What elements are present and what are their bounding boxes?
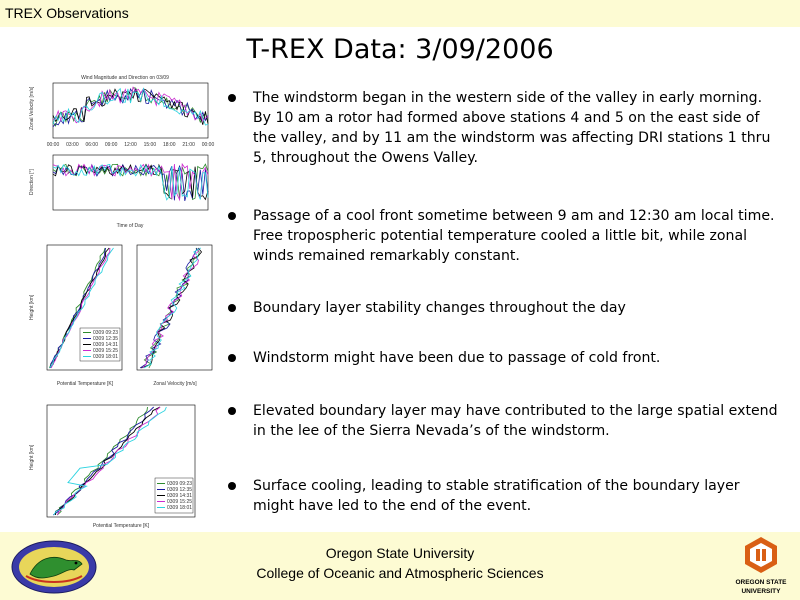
osu-logo-line2: UNIVERSITY <box>741 588 781 595</box>
bullet-item <box>224 88 784 168</box>
legend-entry: 0309 14:31 <box>93 342 119 348</box>
trex-logo-icon <box>10 540 98 595</box>
boundary-series <box>53 407 166 515</box>
wind-xticks <box>47 142 215 148</box>
bullet-item <box>224 401 784 441</box>
bullet-text: Windstorm might have been due to passage of cold front. <box>253 350 661 366</box>
wind-xtick-label: 12:00 <box>124 142 137 148</box>
profiles-xlabel-left: Potential Temperature [K] <box>56 381 114 387</box>
footer-college: College of Oceanic and Atmospheric Sciences <box>256 565 544 581</box>
bullet-item <box>224 206 784 266</box>
bullet-text: Passage of a cool front sometime between 9 am and 12:30 am local time. Free tropospheric potential temperature cooled a little bit, while zonal winds remained remarkably constant. <box>253 208 775 264</box>
wind-ylabel-top: Zonal Velocity [m/s] <box>29 86 35 130</box>
bullet-dot <box>228 304 236 312</box>
legend-entry: 0309 14:31 <box>167 493 193 499</box>
profiles-right-line <box>144 248 199 368</box>
bullet-text: The windstorm began in the western side of the valley in early morning. By 10 am a rotor had formed above stations 4 and 5 on the east side of the valley, and by 11 am the windstorm was affecting DRI stations 1 thru 5, throughout the Owens Valley. <box>253 90 771 166</box>
profiles-figure <box>25 240 215 390</box>
profiles-right-line <box>141 248 201 368</box>
wind-ylabel-bottom: Direction [°] <box>29 169 35 195</box>
legend-entry: 0309 15:25 <box>93 348 119 354</box>
legend-entry: 0309 09:23 <box>167 481 193 487</box>
legend-entry: 0309 12:35 <box>93 336 119 342</box>
top-banner <box>0 0 800 27</box>
wind-xtick-label: 06:00 <box>85 142 99 148</box>
wind-top-series <box>53 87 208 127</box>
osu-logo-line1: OREGON STATE <box>735 579 787 586</box>
bullet-text: Elevated boundary layer may have contributed to the large spatial extend in the lee of the Sierra Nevada’s of the windstorm. <box>253 403 778 439</box>
boundary-line <box>57 407 147 515</box>
boundary-figure <box>25 400 200 530</box>
wind-bottom-line <box>53 164 208 200</box>
wind-xtick-label: 15:00 <box>143 142 157 148</box>
profiles-xlabel-right: Zonal Velocity [m/s] <box>153 381 197 387</box>
wind-xlabel: Time of Day <box>116 223 144 229</box>
slide-title: T-REX Data: 3/09/2006 <box>246 34 554 65</box>
boundary-xlabel: Potential Temperature [K] <box>92 523 150 529</box>
header-title: TREX Observations <box>5 5 129 21</box>
wind-xtick-label: 00:00 <box>201 142 215 148</box>
boundary-line <box>55 407 160 515</box>
bullet-item <box>224 298 784 318</box>
wind-xtick-label: 18:00 <box>162 142 176 148</box>
wind-figure <box>25 70 215 230</box>
legend-entry: 0309 18:01 <box>93 354 119 360</box>
footer-university: Oregon State University <box>325 545 475 561</box>
legend-entry: 0309 09:23 <box>93 330 119 336</box>
wind-xtick-label: 21:00 <box>182 142 195 148</box>
osu-logo-icon <box>725 535 797 597</box>
wind-bottom-series <box>53 164 208 201</box>
bullet-dot <box>228 407 236 415</box>
bullet-text: Boundary layer stability changes throughout the day <box>253 300 626 316</box>
legend-entry: 0309 18:01 <box>167 505 193 511</box>
boundary-ylabel: Height [km] <box>29 444 35 470</box>
wind-xtick-label: 03:00 <box>66 142 79 148</box>
bullet-text: Surface cooling, leading to stable stratification of the boundary layer might have led to the end of the event. <box>253 478 740 514</box>
wind-figure-title: Wind Magnitude and Direction on 03/09 <box>81 75 169 81</box>
wind-xtick-label: 09:00 <box>104 142 118 148</box>
bullet-dot <box>228 94 236 102</box>
profiles-right-series <box>140 248 201 368</box>
bullet-item <box>224 348 784 368</box>
bullet-dot <box>228 354 236 362</box>
legend-entry: 0309 12:35 <box>167 487 193 493</box>
bullet-item <box>224 476 784 516</box>
profiles-ylabel: Height [km] <box>29 294 35 320</box>
profiles-right-line <box>144 248 201 368</box>
legend-entry: 0309 15:25 <box>167 499 193 505</box>
bullet-dot <box>228 482 236 490</box>
wind-xtick-label: 00:00 <box>46 142 60 148</box>
bullet-dot <box>228 212 236 220</box>
